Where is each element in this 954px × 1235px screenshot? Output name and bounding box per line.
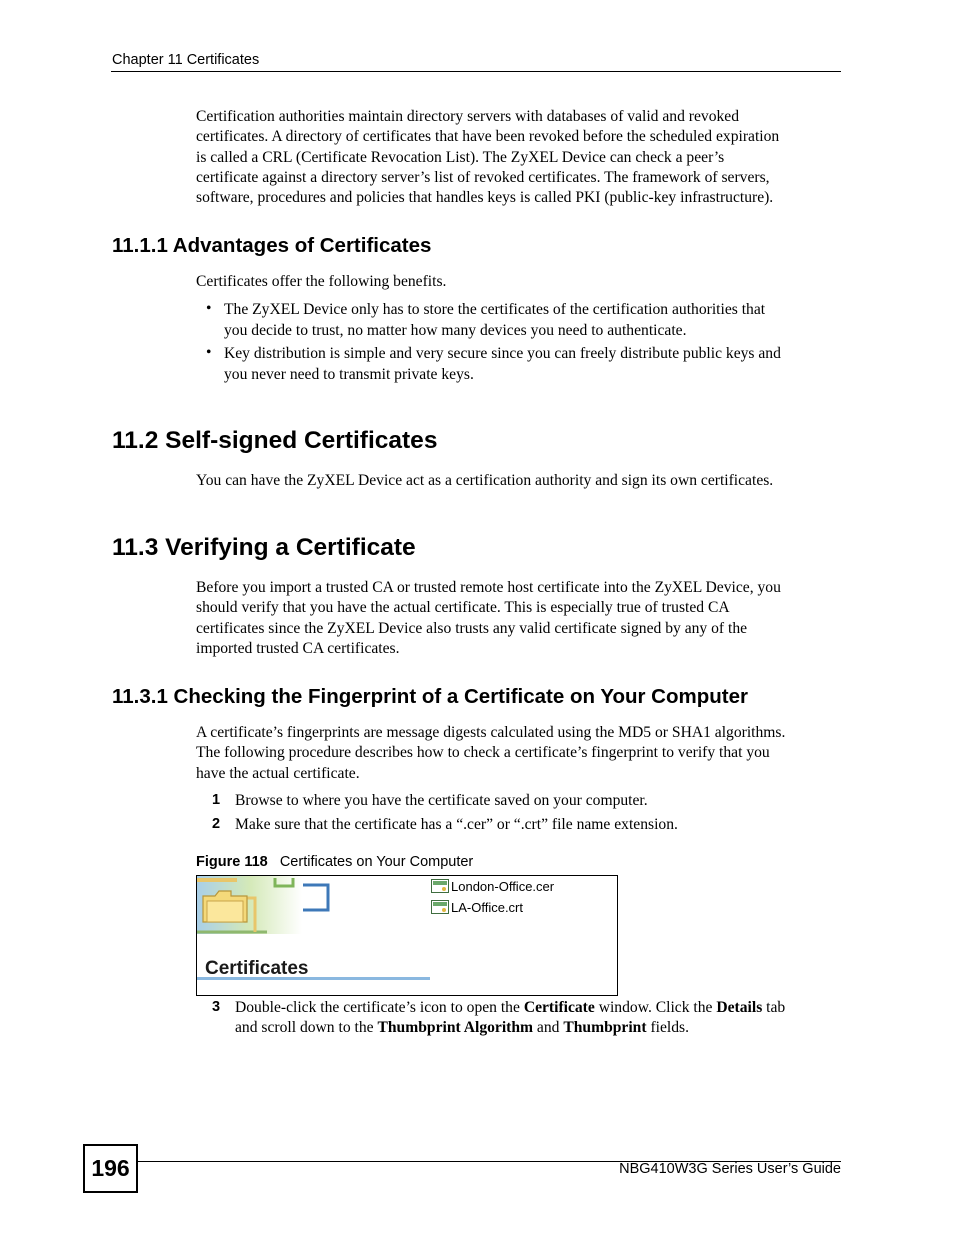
step3-bold-details: Details — [716, 999, 763, 1016]
verifying-line: Before you import a trusted CA or trusted remote host certificate into the ZyXEL Device, you — [196, 579, 781, 596]
bullet-line: you never need to transmit private keys. — [224, 365, 474, 383]
step-number: 3 — [212, 999, 221, 1015]
step3-bold-thumbprint: Thumbprint — [563, 1019, 647, 1037]
certificate-file-name: LA-Office.crt — [451, 899, 524, 915]
fingerprint-line: have the actual certificate. — [196, 764, 360, 782]
step3-bold-thumbprint-algorithm: Thumbprint Algorithm — [377, 1019, 534, 1037]
intro-paragraph — [196, 107, 846, 208]
bullet-marker: • — [206, 344, 212, 361]
certificate-file-name: London-Office.cer — [451, 878, 555, 894]
running-header-chapter: Chapter 11 Certificates — [112, 52, 260, 68]
figure-label: Figure 118 — [196, 854, 268, 870]
self-signed-paragraph: You can have the ZyXEL Device act as a certification authority and sign its own certificates. — [196, 472, 774, 489]
header-rule — [111, 71, 841, 72]
advantages-lead: Certificates offer the following benefits. — [196, 273, 447, 290]
intro-line: software, procedures and policies that handles keys is called PKI (public-key infrastructure). — [196, 189, 774, 207]
certificate-file-item[interactable] — [431, 878, 554, 894]
step-text: Browse to where you have the certificate saved on your computer. — [235, 792, 648, 809]
section-heading-11-3: 11.3 Verifying a Certificate — [112, 534, 416, 561]
intro-line: is called a CRL (Certificate Revocation List). The ZyXEL Device can check a peer’s — [196, 148, 725, 166]
certificate-file-icon — [431, 878, 449, 894]
step-text: Make sure that the certificate has a “.cer” or “.crt” file name extension. — [235, 816, 678, 833]
bullet-line: The ZyXEL Device only has to store the certificates of the certification authorities that — [224, 301, 766, 318]
verifying-line: imported trusted CA certificates. — [196, 639, 400, 657]
step3-text: and — [533, 1019, 564, 1037]
section-heading-11-2: 11.2 Self-signed Certificates — [112, 427, 438, 454]
intro-line: certificates. A directory of certificates that have been revoked before the scheduled expiration — [196, 128, 780, 146]
verifying-line: certificates since the ZyXEL Device also trusts any valid certificate signed by any of the — [196, 619, 748, 637]
step3-text: and scroll down to the — [235, 1019, 378, 1037]
section-heading-11-1-1: 11.1.1 Advantages of Certificates — [112, 234, 432, 257]
folder-icon[interactable] — [201, 888, 249, 924]
fingerprint-line: A certificate’s fingerprints are message digests calculated using the MD5 or SHA1 algorithms. — [196, 724, 786, 741]
step-number: 1 — [212, 792, 221, 808]
certificate-file-item[interactable] — [431, 899, 523, 915]
verifying-paragraph — [196, 578, 846, 659]
step3-text: Double-click the certificate’s icon to open the — [235, 999, 524, 1016]
certificate-file-icon — [431, 899, 449, 915]
page-number: 196 — [83, 1144, 138, 1193]
step3-text: tab — [762, 999, 786, 1016]
step3-bold-certificate: Certificate — [523, 999, 595, 1016]
figure-certificates-on-computer — [196, 875, 618, 996]
bullet-line: Key distribution is simple and very secure since you can freely distribute public keys and — [224, 345, 781, 362]
bullet-item — [224, 344, 844, 386]
step3-text: window. Click the — [594, 999, 717, 1016]
fingerprint-line: The following procedure describes how to check a certificate’s fingerprint to verify that you — [196, 744, 770, 762]
section-heading-11-3-1: 11.3.1 Checking the Fingerprint of a Certificate on Your Computer — [112, 685, 748, 708]
bullet-item — [224, 300, 844, 342]
step-text — [235, 998, 845, 1039]
verifying-line: should verify that you have the actual certificate. This is especially true of trusted CA — [196, 599, 730, 617]
figure-caption — [196, 854, 473, 870]
step3-text: fields. — [646, 1019, 689, 1037]
intro-line: certificate against a directory server’s list of revoked certificates. The framework of servers, — [196, 168, 770, 186]
step-number: 2 — [212, 816, 221, 832]
bullet-marker: • — [206, 300, 212, 317]
intro-line: Certification authorities maintain directory servers with databases of valid and revoked — [196, 108, 740, 125]
figure-caption-text: Certificates on Your Computer — [279, 854, 474, 870]
fingerprint-paragraph — [196, 723, 846, 784]
folder-title: Certificates — [205, 958, 309, 979]
footer-guide-title: NBG410W3G Series User’s Guide — [619, 1161, 841, 1177]
bullet-line: you decide to trust, no matter how many devices you need to authenticate. — [224, 321, 687, 339]
